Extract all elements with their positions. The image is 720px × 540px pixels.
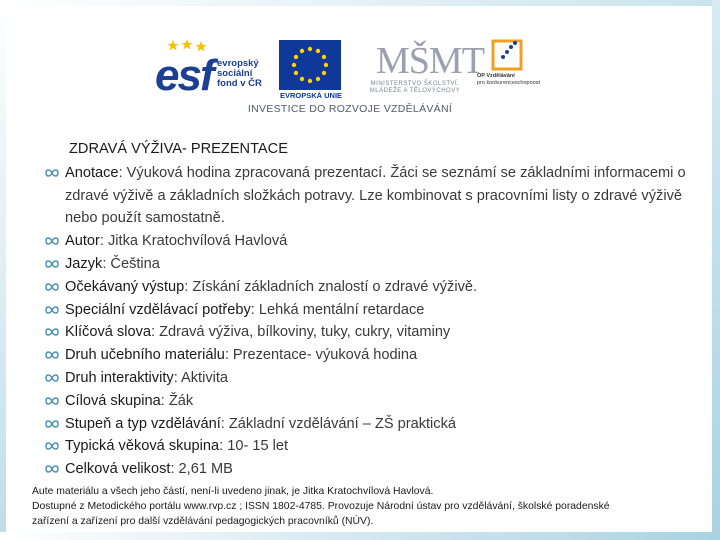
msmt-logo — [350, 37, 484, 99]
msmt-wordmark: MŠMT — [376, 40, 484, 82]
list-item — [44, 299, 694, 322]
banner-tagline: INVESTICE DO ROZVOJE VZDĚLÁVÁNÍ — [247, 103, 453, 115]
item-label: Cílová skupina — [65, 392, 161, 409]
esf-caption-line3: fond v ČR — [217, 78, 262, 89]
list-item — [44, 230, 694, 253]
footer-line-3: zařízení a zařízení pro další vzdělávání pedagogických pracovníků (NÚV). — [32, 516, 374, 527]
infinity-icon — [44, 371, 60, 385]
esf-wordmark: esf — [155, 51, 213, 100]
item-label: Druh interaktivity — [65, 369, 174, 386]
item-value: : Zdravá výživa, bílkoviny, tuky, cukry, vitaminy — [150, 324, 451, 341]
footer-line-2: Dostupné z Metodického portálu www.rvp.cz ; ISSN 1802-4785. Provozuje Národní ústav pro vzdělávání, školské poradenské — [32, 501, 610, 512]
infinity-icon — [44, 257, 60, 271]
msmt-caption-line2: MLÁDEŽE A TĚLOVÝCHOVY — [369, 88, 461, 94]
op-vk-icon — [489, 37, 525, 73]
item-value: : Aktivita — [173, 369, 229, 386]
item-value: : Čeština — [102, 255, 160, 272]
infinity-icon — [44, 280, 60, 294]
eu-label: EVROPSKÁ UNIE — [279, 91, 343, 100]
footer-credits — [32, 484, 712, 529]
infinity-icon — [44, 462, 60, 476]
slide-frame-right — [712, 0, 720, 540]
esf-caption-line1: evropský — [217, 58, 259, 69]
item-value: : Lehká mentální retardace — [250, 301, 425, 318]
item-value: : Prezentace- výuková hodina — [224, 347, 418, 364]
footer-line-1: Aute materiálu a všech jeho částí, není-li uvedeno jinak, je Jitka Kratochvílová Havlová. — [32, 486, 434, 497]
infinity-icon — [44, 166, 60, 180]
item-label: Autor — [65, 233, 100, 250]
list-item — [44, 276, 694, 299]
op-vk-subtitle: pro konkurenceschopnost — [477, 79, 540, 86]
list-item — [44, 253, 694, 276]
list-item — [44, 367, 694, 390]
slide-frame-top — [0, 0, 720, 6]
esf-caption-line2: sociální — [217, 68, 253, 79]
item-label: Druh učebního materiálu — [65, 347, 225, 364]
list-item — [44, 435, 694, 458]
slide-title: ZDRAVÁ VÝŽIVA- PREZENTACE — [69, 141, 288, 157]
slide-content — [44, 138, 694, 481]
list-item — [44, 344, 694, 367]
op-vk-logo — [471, 35, 547, 101]
item-value: : 2,61 MB — [170, 461, 233, 478]
msmt-caption-line1: MINISTERSTVO ŠKOLSTVÍ, — [370, 81, 460, 87]
eu-flag-icon — [279, 40, 341, 90]
slide-frame-left — [0, 0, 6, 540]
item-label: Klíčová slova — [65, 324, 151, 341]
infinity-icon — [44, 394, 60, 408]
list-item — [44, 413, 694, 436]
msmt-caption — [350, 81, 480, 95]
esf-caption — [217, 59, 277, 89]
item-value: : Jitka Kratochvílová Havlová — [99, 233, 288, 250]
item-label: Stupeň a typ vzdělávání — [65, 415, 221, 432]
list-item — [44, 321, 694, 344]
item-value: : Výuková hodina zpracovaná prezentací. Žáci se seznámí se základními informacemi o zdravé výživě a základních složkách potravy. Lze kombinovat s pracovními listy o zdravé výživě nebo použít samostatně. — [65, 164, 686, 227]
infinity-icon — [44, 439, 60, 453]
op-vk-caption — [477, 73, 547, 86]
item-value: : 10- 15 let — [219, 438, 289, 455]
infinity-icon — [44, 348, 60, 362]
item-label: Anotace — [65, 164, 119, 181]
infinity-icon — [44, 325, 60, 339]
item-label: Speciální vzdělávací potřeby — [65, 301, 251, 318]
item-label: Typická věková skupina — [65, 438, 220, 455]
list-item — [44, 162, 694, 230]
item-value: : Základní vzdělávání – ZŠ praktická — [220, 415, 457, 432]
list-item — [44, 458, 694, 481]
item-label: Celková velikost — [65, 461, 171, 478]
metadata-list — [44, 162, 694, 481]
item-value: : Získání základních znalostí o zdravé výživě. — [184, 278, 478, 295]
logo-banner — [143, 31, 557, 121]
esf-logo — [155, 39, 275, 101]
item-label: Jazyk — [65, 255, 103, 272]
infinity-icon — [44, 234, 60, 248]
op-vk-title: OP Vzdělávání — [477, 73, 515, 79]
item-value: : Žák — [160, 392, 194, 409]
list-item — [44, 390, 694, 413]
item-label: Očekávaný výstup — [65, 278, 185, 295]
infinity-icon — [44, 303, 60, 317]
slide-frame-bottom — [0, 532, 720, 540]
infinity-icon — [44, 417, 60, 431]
